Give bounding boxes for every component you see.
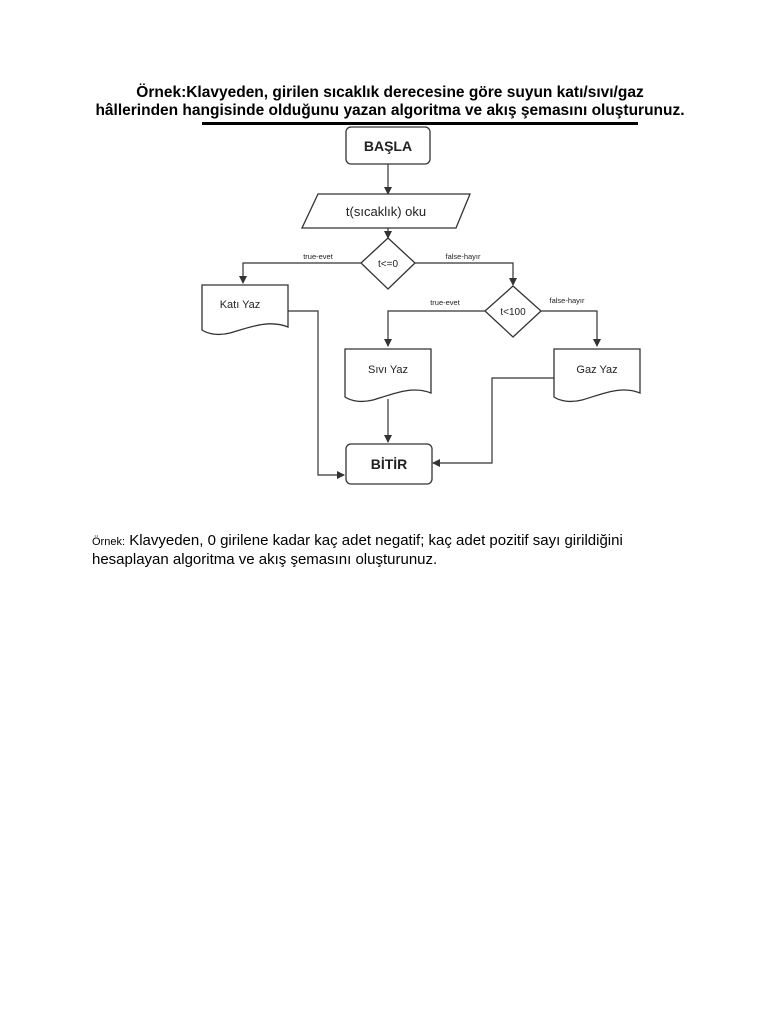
example-2-label: Örnek: — [92, 536, 126, 548]
decision-2-true-label: true-evet — [430, 298, 460, 307]
example-1-line-1: Örnek:Klavyeden, girilen sıcaklık derecesine göre suyun katı/sıvı/gaz — [136, 84, 644, 101]
connector-gas-to-end — [433, 378, 554, 463]
output-liquid-label: Sıvı Yaz — [368, 364, 408, 376]
connector-decision2-false — [541, 311, 597, 346]
decision-1-false-label: false-hayır — [445, 252, 481, 261]
connector-decision1-true — [243, 263, 361, 283]
connector-solid-to-end — [288, 311, 344, 475]
example-2-line-1 — [92, 532, 672, 551]
decision-2-label: t<100 — [500, 307, 526, 318]
decision-1-true-label: true-evet — [303, 252, 333, 261]
connector-decision2-true — [388, 311, 485, 346]
end-label: BİTİR — [370, 456, 408, 472]
decision-2-false-label: false-hayır — [549, 296, 585, 305]
decision-1-label: t<=0 — [377, 259, 399, 270]
input-label: t(sıcaklık) oku — [345, 204, 427, 219]
connector-decision1-false — [415, 263, 513, 285]
example-1-line-2: hâllerinden hangisinde olduğunu yazan algoritma ve akış şemasını oluşturunuz. — [95, 102, 685, 119]
example-2-paragraph — [92, 532, 672, 569]
output-solid-label: Katı Yaz — [219, 299, 261, 311]
output-gas-label: Gaz Yaz — [576, 364, 618, 376]
start-label: BAŞLA — [363, 138, 413, 154]
example-2-text-1: Klavyeden, 0 girilene kadar kaç adet negatif; kaç adet pozitif sayı girildiğini — [129, 532, 623, 549]
example-2-line-2: hesaplayan algoritma ve akış şemasını oluşturunuz. — [92, 551, 438, 568]
